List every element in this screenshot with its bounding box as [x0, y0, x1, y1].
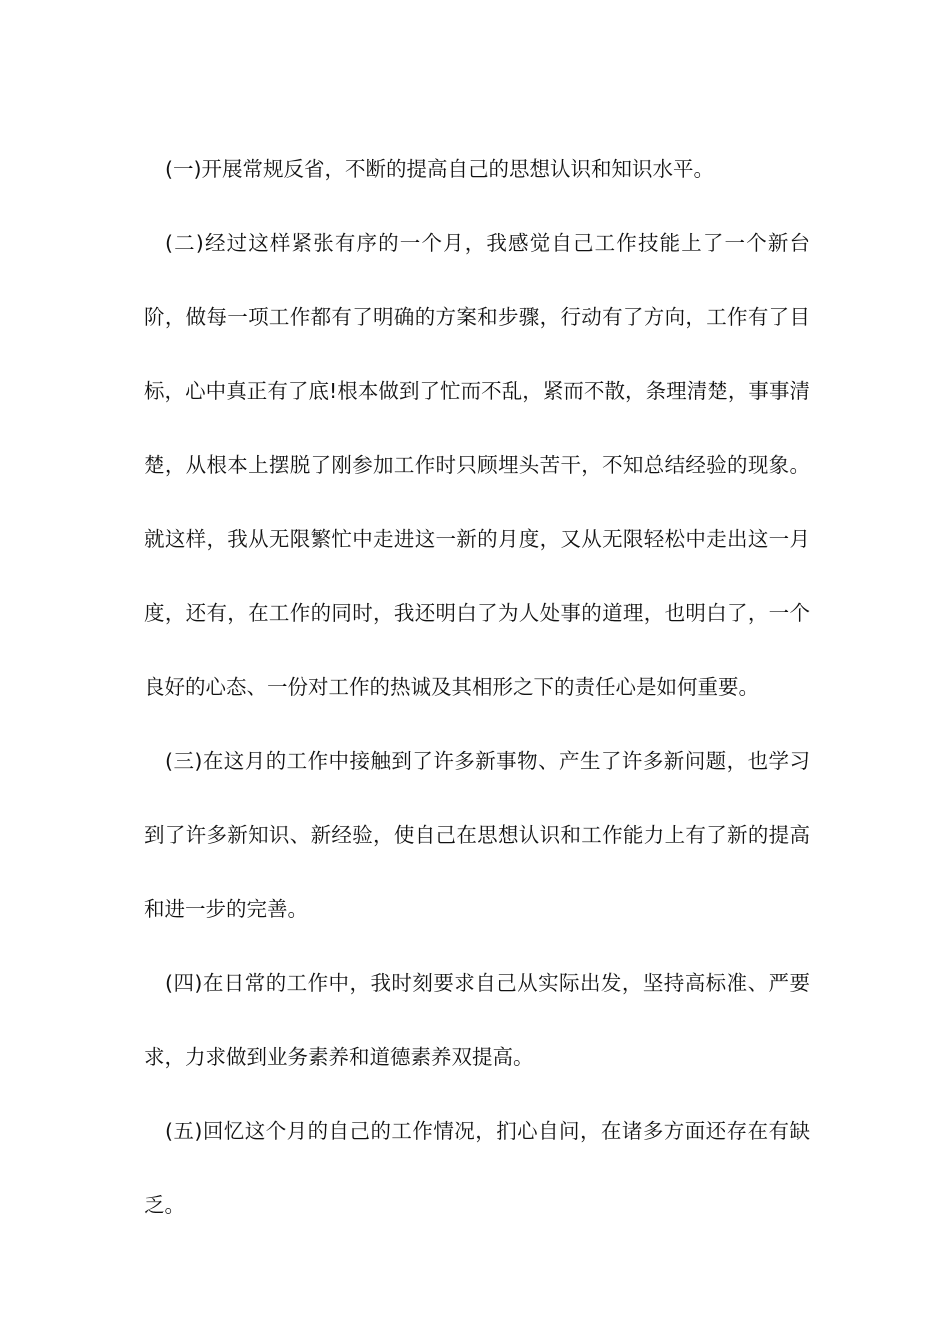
document-body: [144, 132, 810, 1242]
paragraph-4: (四)在日常的工作中，我时刻要求自己从实际出发，坚持高标准、严要求，力求做到业务素养和道德素养双提高。: [144, 971, 810, 1069]
paragraph-2: (二)经过这样紧张有序的一个月，我感觉自己工作技能上了一个新台阶，做每一项工作都有了明确的方案和步骤，行动有了方向，工作有了目标，心中真正有了底!根本做到了忙而不乱，紧而不散，条理清楚，事事清楚，从根本上摆脱了刚参加工作时只顾埋头苦干，不知总结经验的现象。就这样，我从无限繁忙中走进这一新的月度，又从无限轻松中走出这一月度，还有，在工作的同时，我还明白了为人处事的道理，也明白了，一个良好的心态、一份对工作的热诚及其相形之下的责任心是如何重要。: [144, 231, 810, 699]
paragraph-1: (一)开展常规反省，不断的提高自己的思想认识和知识水平。: [165, 157, 714, 181]
paragraph-5: (五)回忆这个月的自己的工作情况，扪心自问，在诸多方面还存在有缺乏。: [144, 1119, 810, 1217]
paragraph-3: (三)在这月的工作中接触到了许多新事物、产生了许多新问题，也学习到了许多新知识、新经验，使自己在思想认识和工作能力上有了新的提高和进一步的完善。: [144, 749, 810, 921]
